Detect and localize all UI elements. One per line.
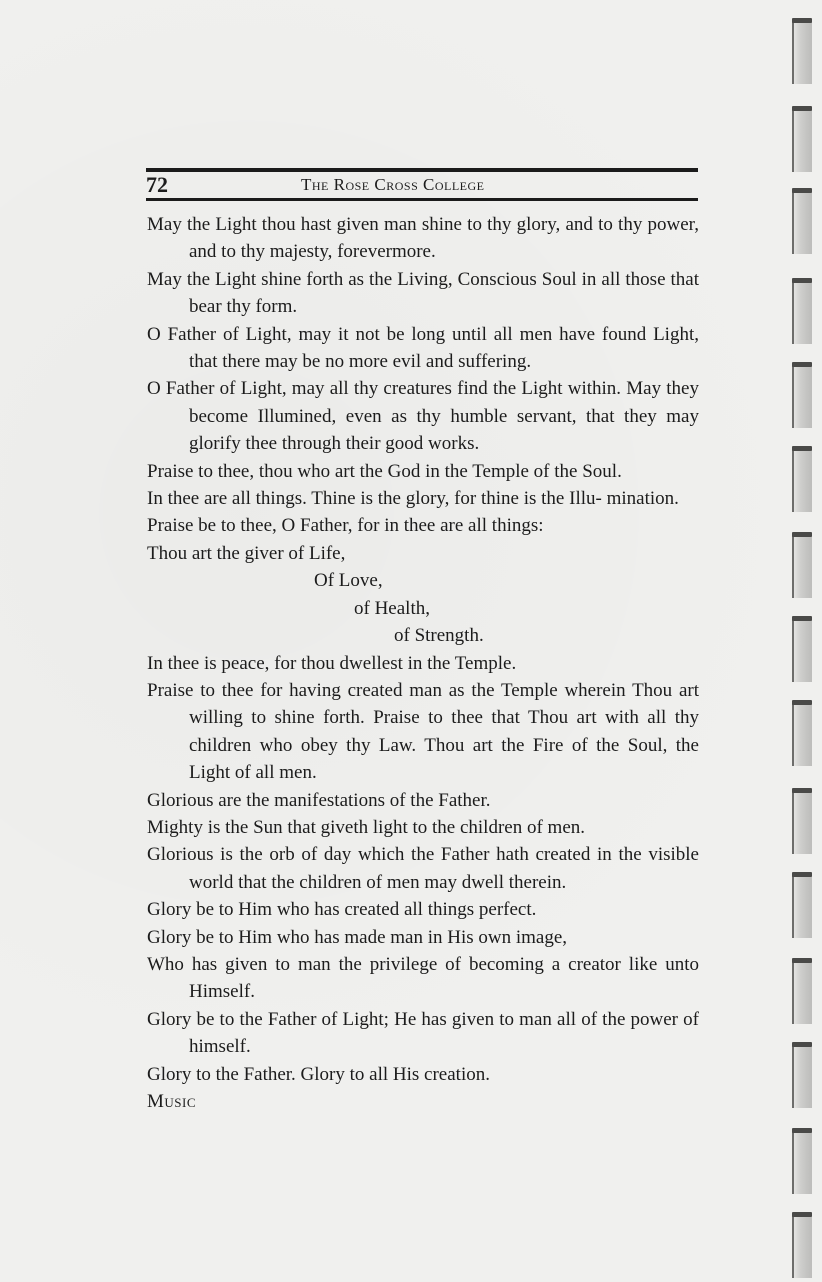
- paragraph-20: Glory be to the Father of Light; He has given to man all of the power of himself.: [147, 1008, 699, 1058]
- binder-tab: [792, 876, 812, 938]
- header-rule-bottom: [146, 198, 698, 201]
- paragraph-5: Praise to thee, thou who art the God in the Temple of the Soul.: [147, 460, 622, 482]
- page-header: [146, 160, 698, 204]
- paragraph-13: Praise to thee for having created man as the Temple wherein Thou art willing to shine forth. Praise to thee that Thou art with all thy children who obey thy Law. Thou art the Fire of the Soul, the Light of all men.: [147, 679, 699, 784]
- binder-tab: [792, 366, 812, 428]
- binder-tab: [792, 792, 812, 854]
- binder-tab: [792, 1046, 812, 1108]
- paragraph-16: Glorious is the orb of day which the Father hath created in the visible world that the children of men may dwell therein.: [147, 844, 699, 893]
- header-rule-top: [146, 168, 698, 172]
- paragraph-6: In thee are all things. Thine is the glory, for thine is the Illu- mination.: [147, 488, 679, 510]
- binder-tab: [792, 536, 812, 598]
- binder-tab: [792, 1132, 812, 1194]
- paragraph-15: Mighty is the Sun that giveth light to the children of men.: [147, 816, 586, 838]
- binder-tab: [792, 620, 812, 682]
- binder-tabs: [762, 0, 822, 1282]
- paragraph-17: Glory be to Him who has created all things perfect.: [147, 899, 537, 921]
- binder-tab: [792, 282, 812, 344]
- paragraph-4: O Father of Light, may all thy creatures find the Light within. May they become Illumined, even as thy humble servant, that they may glorify thee through their good works.: [147, 378, 699, 455]
- paragraph-21: Glory to the Father. Glory to all His creation.: [147, 1063, 490, 1085]
- paragraph-3: O Father of Light, may it not be long until all men have found Light, that there may be no more evil and suffering.: [147, 323, 699, 373]
- music-label: Music: [147, 1091, 197, 1112]
- page-number: 72: [146, 172, 168, 197]
- binder-tab: [792, 450, 812, 512]
- paragraph-12: In thee is peace, for thou dwellest in the Temple.: [147, 652, 517, 674]
- litany-line-health: of Health,: [354, 597, 430, 619]
- litany-line-love: Of Love,: [314, 570, 383, 592]
- binder-tab: [792, 22, 812, 84]
- paragraph-19: Who has given to man the privilege of becoming a creator like unto Himself.: [147, 953, 699, 1003]
- binder-tab: [792, 1216, 812, 1278]
- paragraph-14: Glorious are the manifestations of the Father.: [147, 789, 491, 811]
- paragraph-1: May the Light thou hast given man shine to thy glory, and to thy power, and to thy majesty, forevermore.: [147, 214, 699, 263]
- binder-tab: [792, 110, 812, 172]
- binder-tab: [792, 192, 812, 254]
- running-title: The Rose Cross College: [301, 175, 485, 194]
- paragraph-7: Praise be to thee, O Father, for in thee are all things:: [147, 515, 544, 537]
- paragraph-18: Glory be to Him who has made man in His own image,: [147, 926, 568, 948]
- litany-line-strength: of Strength.: [394, 625, 484, 647]
- page-body: [147, 211, 699, 1115]
- binder-tab: [792, 704, 812, 766]
- litany-line-life: Thou art the giver of Life,: [147, 542, 346, 564]
- paragraph-2: May the Light shine forth as the Living, Conscious Soul in all those that bear thy form.: [147, 268, 699, 318]
- binder-tab: [792, 962, 812, 1024]
